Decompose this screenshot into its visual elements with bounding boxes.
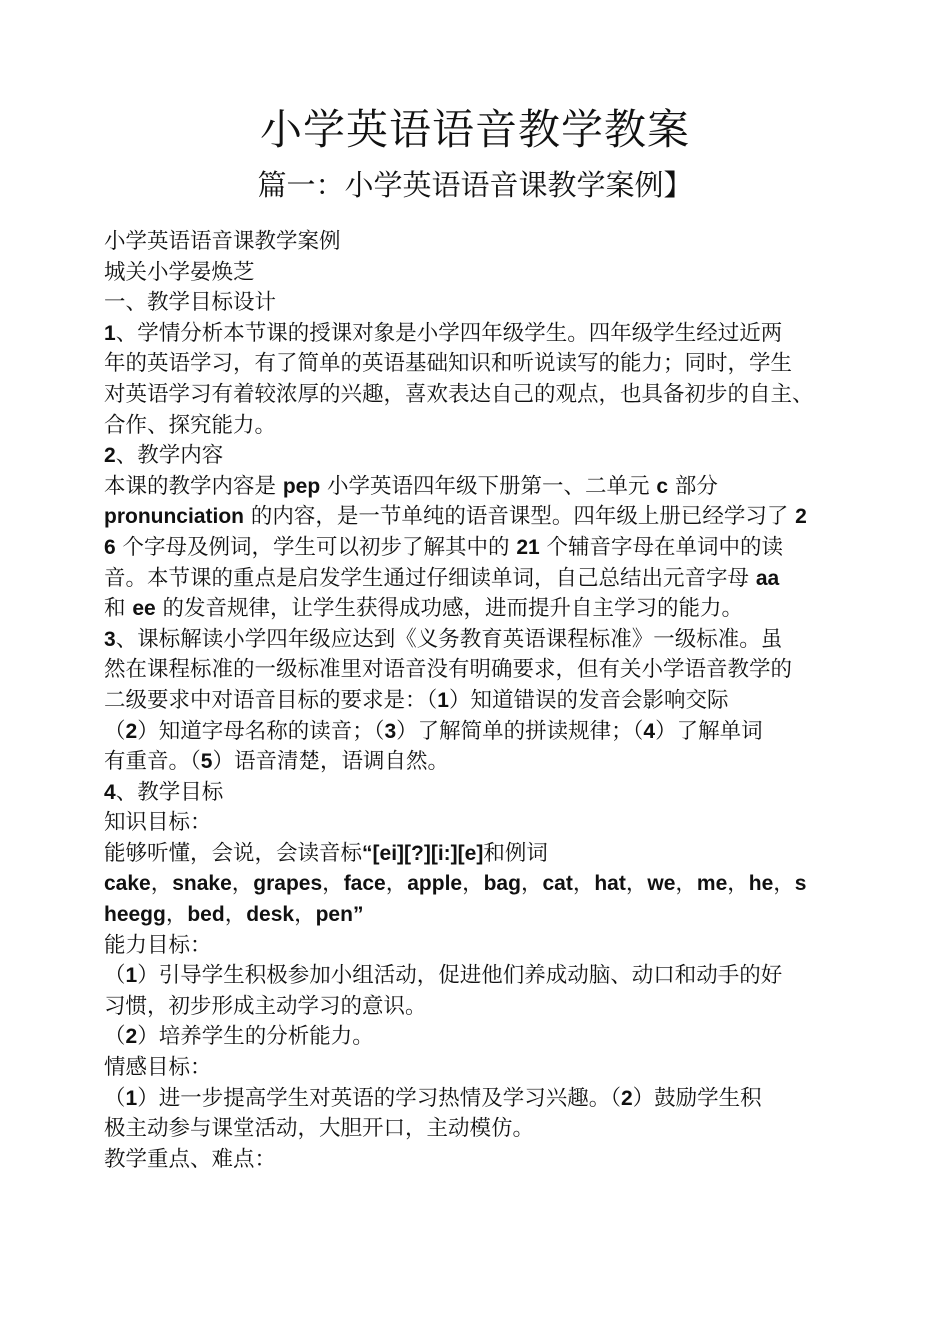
body-line: 能力目标： [104, 932, 212, 958]
body-line: 二级要求中对语音目标的要求是：（1）知道错误的发音会影响交际 [104, 687, 729, 713]
body-line: 合作、探究能力。 [104, 412, 277, 438]
body-line: 教学重点、难点： [104, 1146, 277, 1172]
body-line: （1）引导学生积极参加小组活动，促进他们养成动脑、动口和动手的好 [104, 963, 783, 989]
body-line: 3、课标解读小学四年级应达到《义务教育英语课程标准》一级标准。虽 [104, 626, 783, 652]
body-line: 习惯，初步形成主动学习的意识。 [104, 993, 427, 1019]
body-line: 音。本节课的重点是启发学生通过仔细读单词，自己总结出元音字母 aa [104, 565, 780, 591]
body-line: 年的英语学习，有了简单的英语基础知识和听说读写的能力；同时，学生 [104, 351, 793, 377]
body-line: 知识目标： [104, 810, 212, 836]
body-line: 有重音。（5）语音清楚，语调自然。 [104, 749, 449, 775]
body-line: 小学英语语音课教学案例 [104, 229, 341, 254]
body-line: 6 个字母及例词，学生可以初步了解其中的 21 个辅音字母在单词中的读 [104, 534, 784, 560]
body-line: 一、教学目标设计 [104, 290, 277, 316]
body-line: 对英语学习有着较浓厚的兴趣，喜欢表达自己的观点，也具备初步的自主、 [104, 381, 814, 407]
body-line: pronunciation 的内容，是一节单纯的语音课型。四年级上册已经学习了 2 [104, 504, 807, 530]
body-line: heegg，bed，desk，pen” [104, 902, 364, 928]
body-line: 能够听懂，会说，会读音标“[ei][?][i:][e]和例词 [104, 840, 548, 866]
body-line: 本课的教学内容是 pep 小学英语四年级下册第一、二单元 c 部分 [104, 473, 718, 499]
body-line: 情感目标： [104, 1055, 212, 1081]
body-line: 4、教学目标 [104, 779, 224, 805]
body-line: （1）进一步提高学生对英语的学习热情及学习兴趣。（2）鼓励学生积 [104, 1085, 762, 1111]
body-line: 然在课程标准的一级标准里对语音没有明确要求，但有关小学语音教学的 [104, 657, 793, 683]
body-line: 1、学情分析本节课的授课对象是小学四年级学生。四年级学生经过近两 [104, 320, 783, 346]
document-title: 小学英语语音教学教案 [259, 105, 690, 154]
body-line: 2、教学内容 [104, 443, 224, 469]
body-line: cake，snake，grapes，face，apple，bag，cat，hat，we，me，he，s [104, 871, 807, 897]
document-body [104, 227, 894, 1175]
body-line: 城关小学晏焕芝 [104, 259, 255, 285]
body-line: 极主动参与课堂活动，大胆开口，主动模仿。 [104, 1116, 535, 1142]
document-subtitle: 篇一：小学英语语音课教学案例】 [257, 168, 693, 202]
body-line: （2）知道字母名称的读音；（3）了解简单的拼读规律；（4）了解单词 [104, 718, 763, 744]
body-line: 和 ee 的发音规律，让学生获得成功感，进而提升自主学习的能力。 [104, 596, 744, 622]
body-line: （2）培养学生的分析能力。 [104, 1024, 374, 1050]
